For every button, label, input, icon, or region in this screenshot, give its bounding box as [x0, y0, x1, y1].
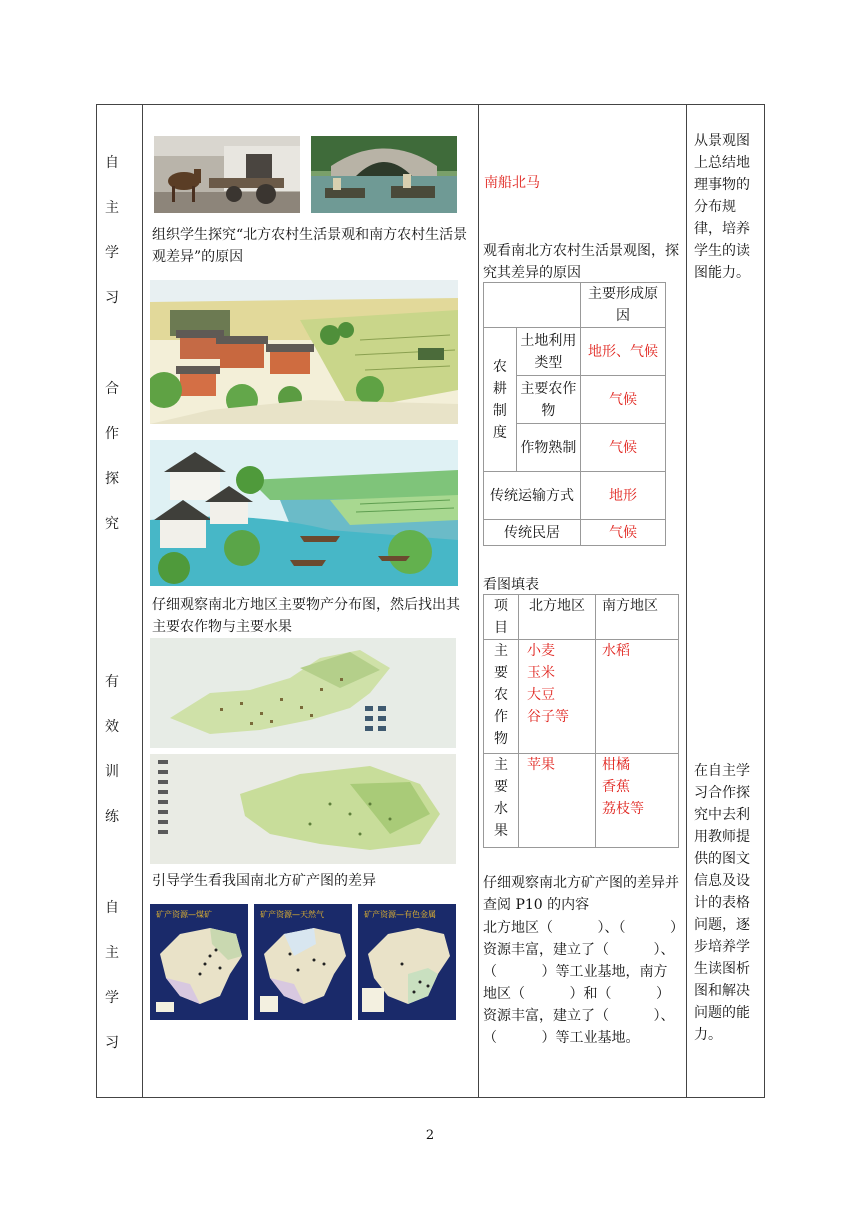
- caption-mineral-map: 引导学生看我国南北方矿产图的差异: [152, 873, 376, 889]
- column-divider: [686, 104, 687, 1098]
- table-cell: 土地利用类型: [516, 328, 580, 376]
- cause-table: [483, 282, 666, 546]
- canal-boats-photo: [311, 136, 457, 213]
- table-cell: [484, 754, 519, 848]
- table-cell: 气候: [581, 424, 666, 472]
- column-divider: [142, 104, 143, 1098]
- table-cell: 气候: [581, 520, 666, 546]
- nanchuan-beima: 南船北马: [484, 175, 540, 191]
- stage-char: 练: [105, 809, 119, 825]
- stage-char: 自: [105, 155, 119, 171]
- table-cell: 农耕制度: [492, 358, 507, 441]
- design-intent-note: 从景观图上总结地理事物的分布规律，培养学生的读图能力。: [694, 133, 750, 281]
- stage-char: 究: [105, 516, 119, 532]
- north-village-illustration: [150, 280, 458, 424]
- table-cell: 地形、气候: [581, 328, 666, 376]
- row-label: 主要水果: [494, 757, 508, 839]
- map-title: 矿产资源—煤矿: [156, 910, 212, 919]
- table-header: 南方地区: [596, 595, 679, 640]
- table-cell: 小麦 玉米 大豆 谷子等: [519, 640, 596, 754]
- table-cell: 主要农作物: [516, 376, 580, 424]
- stage-char: 探: [105, 471, 119, 487]
- page-number: 2: [425, 1128, 435, 1143]
- stage-char: 习: [105, 290, 119, 306]
- stage-char: 学: [105, 990, 119, 1006]
- stage-char: 学: [105, 245, 119, 261]
- table-header: 北方地区: [519, 595, 596, 640]
- stage-char: 作: [105, 426, 119, 442]
- stage-char: 主: [105, 945, 119, 961]
- mineral-map-metals: [358, 904, 456, 1020]
- north-products-map: [150, 638, 456, 748]
- design-intent-note: 在自主学习合作探究中去利用教师提供的图文信息及设计的表格问题，逐步培养学生读图析图和解决问题的能力。: [694, 763, 750, 1043]
- table-header: [484, 595, 519, 640]
- fill-line: 地区（ ）和（ ）: [483, 986, 671, 1002]
- stage-char: 有: [105, 674, 119, 690]
- fill-line: （ ）等工业基地，南方: [483, 964, 668, 980]
- map-title: 矿产资源—天然气: [260, 910, 324, 919]
- stage-char: 习: [105, 1035, 119, 1051]
- south-water-town-illustration: [150, 440, 458, 586]
- table-header: 主要形成原因: [581, 283, 666, 328]
- fill-line: （ ）等工业基地。: [483, 1030, 640, 1046]
- south-products-map: [150, 754, 456, 864]
- fill-table-title: 看图填表: [483, 577, 539, 593]
- stage-char: 合: [105, 381, 119, 397]
- stage-char: 训: [105, 764, 119, 780]
- table-cell: 柑橘 香蕉 荔枝等: [596, 754, 679, 848]
- horse-cart-photo: [154, 136, 300, 213]
- stage-char: 自: [105, 900, 119, 916]
- table-cell: 传统运输方式: [484, 472, 581, 520]
- fill-line: 资源丰富，建立了（ ）、: [483, 1008, 675, 1024]
- mineral-map-gas: [254, 904, 352, 1020]
- table-cell: 作物熟制: [516, 424, 580, 472]
- map-title: 矿产资源—有色金属: [364, 910, 436, 919]
- products-table: [483, 594, 679, 848]
- fill-line: 资源丰富，建立了（ ）、: [483, 942, 675, 958]
- caption-rural-landscape: 组织学生探究“北方农村生活景观和南方农村生活景观差异”的原因: [152, 227, 468, 265]
- caption-products-map: 仔细观察南北方地区主要物产分布图，然后找出其主要农作物与主要水果: [152, 597, 460, 635]
- row-label: 主要农作物: [494, 643, 508, 747]
- table-cell: 地形: [581, 472, 666, 520]
- landscape-intro: 观看南北方农村生活景观图，探究其差异的原因: [483, 243, 679, 281]
- fill-line: 北方地区（ ）、（ ）: [483, 920, 685, 936]
- table-cell: 水稻: [596, 640, 679, 754]
- table-cell: 苹果: [519, 754, 596, 848]
- mineral-instruction: 仔细观察南北方矿产图的差异并查阅 P10 的内容: [483, 875, 679, 913]
- table-cell: 传统民居: [484, 520, 581, 546]
- table-cell: [484, 640, 519, 754]
- mineral-map-coal: [150, 904, 248, 1020]
- farming-group-cell: [484, 328, 517, 472]
- table-cell: 气候: [581, 376, 666, 424]
- stage-char: 主: [105, 200, 119, 216]
- table-header-text: 项目: [494, 598, 508, 636]
- stage-char: 效: [105, 719, 119, 735]
- mineral-fill-blanks: [483, 917, 683, 1049]
- column-divider: [478, 104, 479, 1098]
